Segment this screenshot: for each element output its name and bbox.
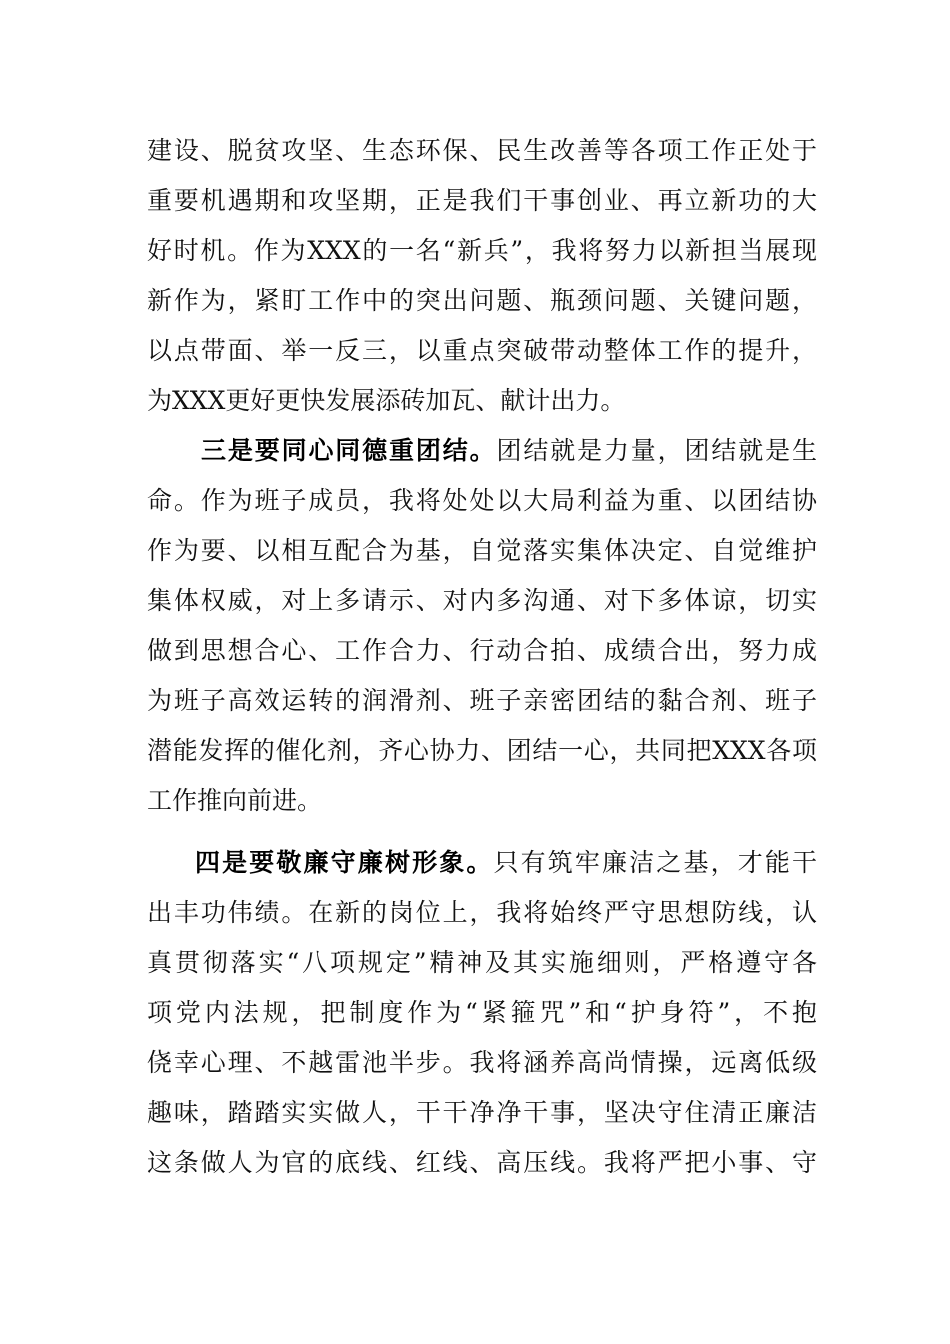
paragraph-line: 做到思想合心、工作合力、行动合拍、成绩合出，努力成 (147, 636, 817, 665)
paragraph-line: 命。作为班子成员，我将处处以大局利益为重、以团结协 (147, 486, 817, 515)
section-heading: 四是要敬廉守廉树形象。 (195, 848, 494, 877)
paragraph-line: 集体权威，对上多请示、对内多沟通、对下多体谅，切实 (147, 586, 817, 615)
paragraph-unity (147, 426, 817, 826)
paragraph-line: 这条做人为官的底线、红线、高压线。我将严把小事、守 (147, 1148, 817, 1177)
paragraph-text: 只有筑牢廉洁之基，才能干 (493, 848, 817, 877)
paragraph-line: 出丰功伟绩。在新的岗位上，我将始终严守思想防线，认 (147, 898, 817, 927)
paragraph-line: 真贯彻落实“八项规定”精神及其实施细则，严格遵守各 (147, 948, 817, 977)
paragraph-line: 项党内法规，把制度作为“紧箍咒”和“护身符”，不抱 (147, 998, 817, 1027)
paragraph-line: 重要机遇期和攻坚期，正是我们干事创业、再立新功的大 (147, 186, 817, 215)
paragraph-text: 团结就是力量，团结就是生 (496, 436, 817, 465)
paragraph-integrity (147, 838, 817, 1188)
paragraph-line: 为班子高效运转的润滑剂、班子亲密团结的黏合剂、班子 (147, 686, 817, 715)
paragraph-line: 侥幸心理、不越雷池半步。我将涵养高尚情操，远离低级 (147, 1048, 817, 1077)
paragraph-first-line (147, 838, 817, 888)
paragraph-line: 作为要、以相互配合为基，自觉落实集体决定、自觉维护 (147, 536, 817, 565)
paragraph-line: 趣味，踏踏实实做人，干干净净干事，坚决守住清正廉洁 (147, 1098, 817, 1127)
paragraph-line: 好时机。作为XXX的一名“新兵”，我将努力以新担当展现 (147, 236, 817, 265)
paragraph-first-line (147, 426, 817, 476)
paragraph-line: 以点带面、举一反三，以重点突破带动整体工作的提升， (147, 336, 817, 365)
paragraph-line: 潜能发挥的催化剂，齐心协力、团结一心，共同把XXX各项 (147, 736, 817, 765)
paragraph-line: 建设、脱贫攻坚、生态环保、民生改善等各项工作正处于 (147, 136, 817, 165)
paragraph-line: 为XXX更好更快发展添砖加瓦、献计出力。 (147, 386, 626, 415)
paragraph-line: 新作为，紧盯工作中的突出问题、瓶颈问题、关键问题， (147, 286, 817, 315)
section-heading: 三是要同心同德重团结。 (201, 436, 497, 465)
paragraph-line: 工作推向前进。 (147, 786, 323, 815)
paragraph-continuation (147, 126, 817, 426)
